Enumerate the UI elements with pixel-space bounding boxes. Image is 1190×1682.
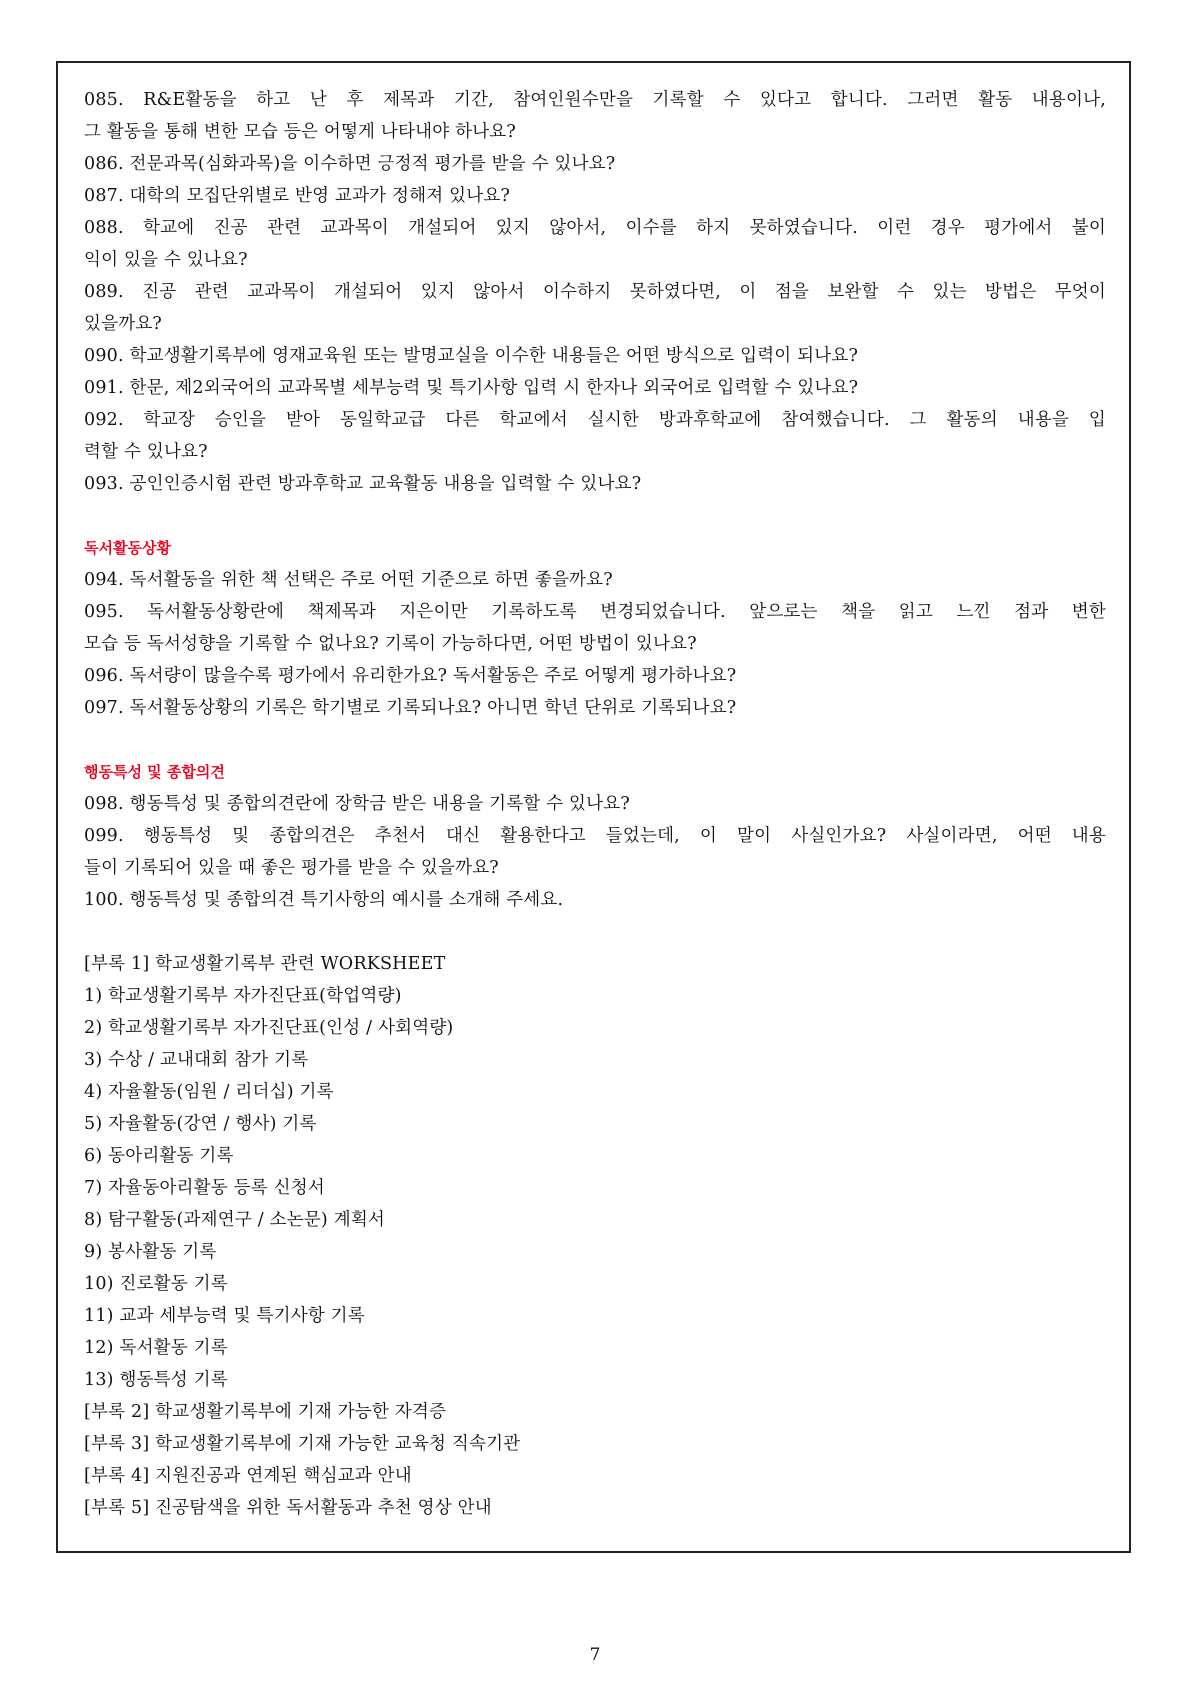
- appendix-item: 3) 수상 / 교내대회 참가 기록: [84, 1050, 309, 1070]
- question-085-line2: 그 활동을 통해 변한 모습 등은 어떻게 나타내야 하나요?: [84, 122, 516, 142]
- question-097: 097. 독서활동상황의 기록은 학기별로 기록되나요? 아니면 학년 단위로 기록되나요?: [84, 698, 737, 718]
- question-088-line2: 익이 있을 수 있나요?: [84, 250, 248, 270]
- question-095-line2: 모습 등 독서성향을 기록할 수 없나요? 기록이 가능하다면, 어떤 방법이 있나요?: [84, 634, 697, 654]
- appendix-item: 1) 학교생활기록부 자가진단표(학업역량): [84, 986, 402, 1006]
- appendix-4-title: [부록 4] 지원진공과 연계된 핵심교과 안내: [84, 1466, 412, 1486]
- question-092-line1: 092. 학교장 승인을 받아 동일학교급 다른 학교에서 실시한 방과후학교에 참여했습니다. 그 활동의 내용을 입: [84, 410, 1106, 430]
- question-099-line1: 099. 행동특성 및 종합의견은 추천서 대신 활용한다고 들었는데, 이 말이 사실인가요? 사실이라면, 어떤 내용: [84, 826, 1106, 846]
- question-094: 094. 독서활동을 위한 책 선택은 주로 어떤 기준으로 하면 좋을까요?: [84, 570, 613, 590]
- question-088-line1: 088. 학교에 진공 관련 교과목이 개설되어 있지 않아서, 이수를 하지 못하였습니다. 이런 경우 평가에서 불이: [84, 218, 1106, 238]
- appendix-item: 13) 행동특성 기록: [84, 1370, 228, 1390]
- question-092-line2: 력할 수 있나요?: [84, 442, 208, 462]
- page-number: 7: [589, 1645, 601, 1665]
- question-093: 093. 공인인증시험 관련 방과후학교 교육활동 내용을 입력할 수 있나요?: [84, 474, 642, 494]
- appendix-item: 5) 자율활동(강연 / 행사) 기록: [84, 1114, 317, 1134]
- section-heading-reading: 독서활동상황: [84, 539, 171, 557]
- appendix-item: 12) 독서활동 기록: [84, 1338, 228, 1358]
- appendix-item: 10) 진로활동 기록: [84, 1274, 228, 1294]
- appendix-2-title: [부록 2] 학교생활기록부에 기재 가능한 자격증: [84, 1402, 447, 1422]
- document-body: [84, 84, 1106, 1524]
- question-089-line1: 089. 진공 관련 교과목이 개설되어 있지 않아서 이수하지 못하였다면, 이 점을 보완할 수 있는 방법은 무엇이: [84, 282, 1106, 302]
- question-087: 087. 대학의 모집단위별로 반영 교과가 정해져 있나요?: [84, 186, 511, 206]
- appendix-item: 4) 자율활동(임원 / 리더십) 기록: [84, 1082, 334, 1102]
- appendix-3-title: [부록 3] 학교생활기록부에 기재 가능한 교육청 직속기관: [84, 1434, 521, 1454]
- question-086: 086. 전문과목(심화과목)을 이수하면 긍정적 평가를 받을 수 있나요?: [84, 154, 616, 174]
- section-heading-behavior: 행동특성 및 종합의견: [84, 763, 225, 781]
- question-096: 096. 독서량이 많을수록 평가에서 유리한가요? 독서활동은 주로 어떻게 평가하나요?: [84, 666, 737, 686]
- appendix-item: 6) 동아리활동 기록: [84, 1146, 234, 1166]
- question-090: 090. 학교생활기록부에 영재교육원 또는 발명교실을 이수한 내용들은 어떤 방식으로 입력이 되나요?: [84, 346, 859, 366]
- question-091: 091. 한문, 제2외국어의 교과목별 세부능력 및 특기사항 입력 시 한자나 외국어로 입력할 수 있나요?: [84, 378, 859, 398]
- appendix-1-title: [부록 1] 학교생활기록부 관련 WORKSHEET: [84, 954, 446, 974]
- appendix-item: 11) 교과 세부능력 및 특기사항 기록: [84, 1306, 365, 1326]
- appendix-item: 7) 자율동아리활동 등록 신청서: [84, 1178, 325, 1198]
- question-089-line2: 있을까요?: [84, 314, 163, 334]
- appendix-item: 8) 탐구활동(과제연구 / 소논문) 계획서: [84, 1210, 386, 1230]
- question-100: 100. 행동특성 및 종합의견 특기사항의 예시를 소개해 주세요.: [84, 890, 564, 910]
- appendix-5-title: [부록 5] 진공탐색을 위한 독서활동과 추천 영상 안내: [84, 1498, 492, 1518]
- question-098: 098. 행동특성 및 종합의견란에 장학금 받은 내용을 기록할 수 있나요?: [84, 794, 630, 814]
- appendix-item: 2) 학교생활기록부 자가진단표(인성 / 사회역량): [84, 1018, 454, 1038]
- question-085-line1: 085. R&E활동을 하고 난 후 제목과 기간, 참여인원수만을 기록할 수 있다고 합니다. 그러면 활동 내용이나,: [84, 90, 1106, 110]
- appendix-item: 9) 봉사활동 기록: [84, 1242, 217, 1262]
- question-099-line2: 들이 기록되어 있을 때 좋은 평가를 받을 수 있을까요?: [84, 858, 499, 878]
- question-095-line1: 095. 독서활동상황란에 책제목과 지은이만 기록하도록 변경되었습니다. 앞으로는 책을 읽고 느낀 점과 변한: [84, 602, 1106, 622]
